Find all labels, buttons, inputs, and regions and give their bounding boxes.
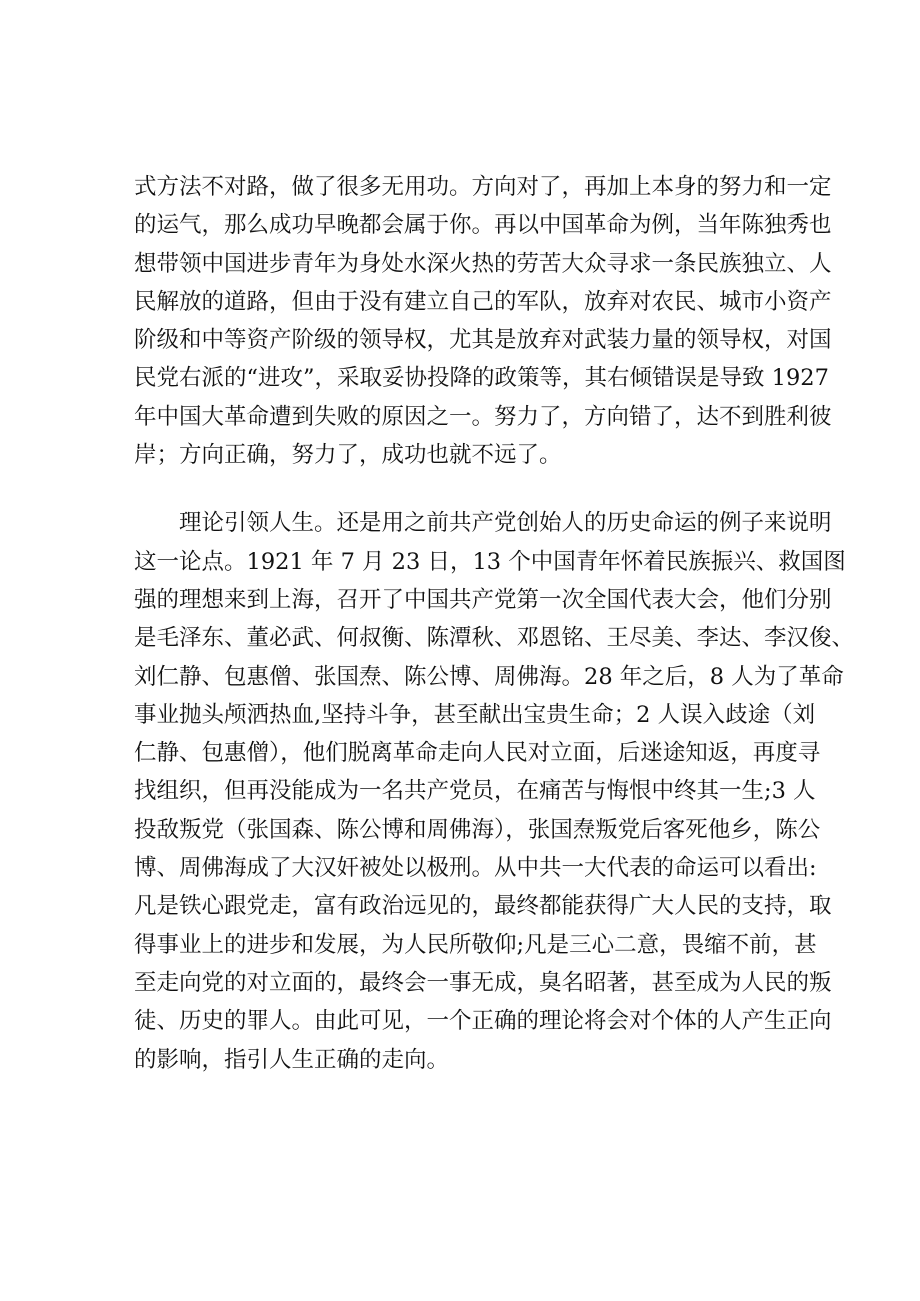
text-line: 刘仁静、包惠僧、张国焘、陈公博、周佛海。28 年之后，8 人为了革命: [134, 663, 844, 690]
document-body: [134, 168, 855, 1079]
text-line: 这一论点。1921 年 7 月 23 日，13 个中国青年怀着民族振兴、救国图: [134, 548, 846, 575]
text-line: 找组织，但再没能成为一名共产党员，在痛苦与悔恨中终其一生;3 人: [134, 778, 816, 805]
text-line: 年中国大革命遭到失败的原因之一。努力了，方向错了，达不到胜利彼: [134, 403, 832, 430]
text-line: 岸；方向正确，努力了，成功也就不远了。: [134, 442, 562, 469]
text-line: 徒、历史的罪人。由此可见，一个正确的理论将会对个体的人产生正向: [134, 1008, 832, 1035]
text-line: 理论引领人生。还是用之前共产党创始人的历史命运的例子来说明: [134, 510, 832, 537]
text-line: 想带领中国进步青年为身处水深火热的劳苦大众寻求一条民族独立、人: [134, 250, 832, 277]
text-line: 式方法不对路，做了很多无用功。方向对了，再加上本身的努力和一定: [134, 174, 832, 200]
text-line: 仁静、包惠僧），他们脱离革命走向人民对立面，后迷途知返，再度寻: [134, 740, 821, 767]
text-line: 事业抛头颅洒热血,坚持斗争，甚至献出宝贵生命；2 人误入歧途（刘: [134, 701, 816, 728]
text-line: 至走向党的对立面的，最终会一事无成，臭名昭著，甚至成为人民的叛: [134, 969, 832, 996]
text-line: 凡是铁心跟党走，富有政治远见的，最终都能获得广大人民的支持，取: [134, 893, 832, 920]
text-line: 民党右派的“进攻”，采取妥协投降的政策等，其右倾错误是导致 1927: [134, 365, 829, 392]
text-line: 是毛泽东、董必武、何叔衡、陈潭秋、邓恩铭、王尽美、李达、李汉俊、: [134, 625, 855, 652]
text-line: 的运气，那么成功早晚都会属于你。再以中国革命为例，当年陈独秀也: [134, 212, 832, 239]
paragraph-2: [134, 504, 855, 1078]
paragraph-spacer: [134, 474, 804, 504]
text-line: 博、周佛海成了大汉奸被处以极刑。从中共一大代表的命运可以看出:: [134, 855, 817, 882]
text-line: 的影响，指引人生正确的走向。: [134, 1046, 450, 1073]
text-line: 民解放的道路，但由于没有建立自己的军队，放弃对农民、城市小资产: [134, 288, 832, 315]
text-line: 得事业上的进步和发展，为人民所敬仰;凡是三心二意，畏缩不前，甚: [134, 931, 817, 958]
text-line: 投敌叛党（张国森、陈公博和周佛海），张国焘叛党后客死他乡，陈公: [134, 816, 821, 843]
text-line: 阶级和中等资产阶级的领导权，尤其是放弃对武装力量的领导权，对国: [134, 327, 832, 354]
text-line: 强的理想来到上海，召开了中国共产党第一次全国代表大会，他们分别: [134, 586, 832, 613]
paragraph-1: [134, 168, 832, 474]
